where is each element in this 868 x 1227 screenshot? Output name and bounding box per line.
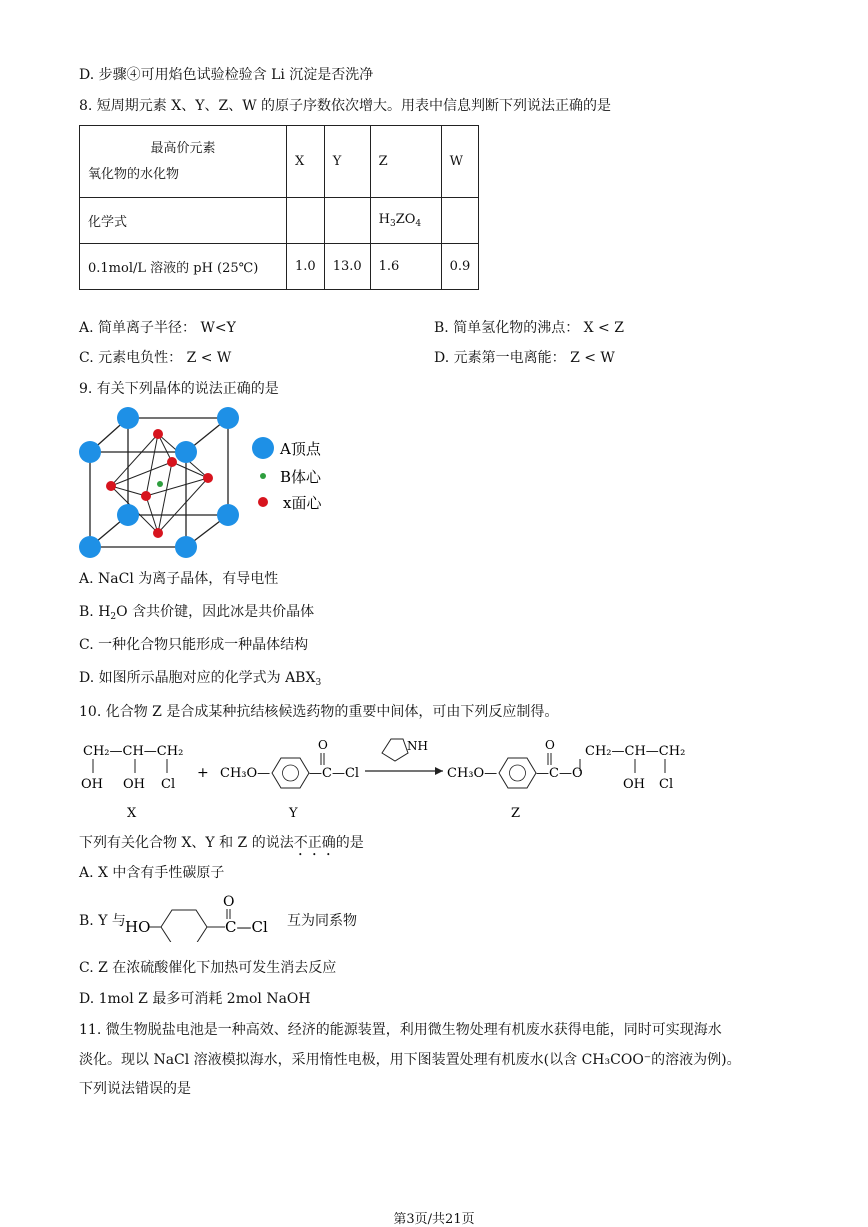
x-oh2: OH <box>123 777 145 792</box>
z-o: O <box>545 738 555 752</box>
q8-row1-z: $H_3ZO_4$ <box>370 198 441 244</box>
z-benzene-ring <box>499 758 536 788</box>
y-benzene-ring <box>272 758 309 788</box>
vertex-atom <box>175 536 197 558</box>
q8-row1-y <box>324 198 370 244</box>
q9-stem: 9. 有关下列晶体的说法正确的是 <box>79 381 279 397</box>
q10-option-d: D. 1mol Z 最多可消耗 2mol NaOH <box>79 991 311 1007</box>
imidazole-nh: NH <box>407 739 428 753</box>
q8-col-x: X <box>287 126 325 198</box>
face-atom <box>106 481 116 491</box>
z-mid: —C—O <box>536 766 583 781</box>
z-chain: CH₂—CH—CH₂ <box>585 744 686 759</box>
b-ho: HO <box>125 918 151 936</box>
vertex-atom <box>217 407 239 429</box>
q10-option-b-prefix: B. Y 与 <box>79 913 126 929</box>
z-left: CH₃O— <box>447 766 498 781</box>
q11-line-2: 淡化。现以 NaCl 溶液模拟海水，采用惰性电极，用下图装置处理有机废水(以含 CH₃COO⁻的溶液为例)。 <box>79 1052 741 1068</box>
vertex-atom <box>117 504 139 526</box>
q10-option-b-suffix: 互为同系物 <box>287 913 357 929</box>
q7-option-d: D. 步骤④可用焰色试验检验含 Li 沉淀是否洗净 <box>79 67 374 83</box>
face-atom <box>153 528 163 538</box>
page-footer: 第3页/共21页 <box>393 1212 475 1227</box>
vertex-atom <box>79 536 101 558</box>
vertex-atom <box>117 407 139 429</box>
q8-col-w: W <box>441 126 479 198</box>
b-o: O <box>223 894 235 910</box>
body-center-atom <box>157 481 163 487</box>
y-o: O <box>318 738 328 752</box>
q8-row1-w <box>441 198 479 244</box>
q8-header-label <box>80 126 287 198</box>
q10-option-a: A. X 中含有手性碳原子 <box>79 865 225 881</box>
z-oh: OH <box>623 777 645 792</box>
b-ccl: C—Cl <box>225 918 268 936</box>
q8-row1-label: 化学式 <box>80 198 287 244</box>
face-atom <box>203 473 213 483</box>
q8-row1-x <box>287 198 325 244</box>
q8-header-label-1: 最高价元素 <box>150 140 216 156</box>
legend-x-label: x面心 <box>283 494 322 512</box>
q9-option-a: A. NaCl 为离子晶体，有导电性 <box>79 571 279 587</box>
q11-line-3: 下列说法错误的是 <box>79 1081 191 1097</box>
q8-table <box>79 125 479 290</box>
face-atom <box>141 491 151 501</box>
hydroxybenzoyl-chloride-structure <box>125 892 295 942</box>
q8-header-label-2: 氧化物的水化物 <box>88 166 180 182</box>
b-benzene-ring <box>161 910 207 942</box>
y-right: —C—Cl <box>309 766 360 781</box>
vertex-atom <box>217 504 239 526</box>
q8-row2-x: 1.0 <box>287 244 325 290</box>
q9-option-b: B. $H_2O$ 含共价键，因此冰是共价晶体 <box>79 604 315 622</box>
q8-row2-y: 13.0 <box>324 244 370 290</box>
q8-col-y: Y <box>324 126 370 198</box>
x-cl: Cl <box>161 777 176 792</box>
x-chain: CH₂—CH—CH₂ <box>83 744 184 759</box>
q10-stem: 10. 化合物 Z 是合成某种抗结核候选药物的重要中间体，可由下列反应制得。 <box>79 704 559 720</box>
vertex-atom <box>79 441 101 463</box>
face-atom <box>153 429 163 439</box>
vertex-atom <box>175 441 197 463</box>
q8-col-z: Z <box>370 126 441 198</box>
label-x: X <box>127 806 137 821</box>
y-left: CH₃O— <box>220 766 271 781</box>
plus-sign: + <box>197 765 209 781</box>
q9-option-c: C. 一种化合物只能形成一种晶体结构 <box>79 637 309 653</box>
legend-a-label: A顶点 <box>280 440 321 458</box>
legend-b-label: B体心 <box>280 468 322 486</box>
q8-row2-z: 1.6 <box>370 244 441 290</box>
legend-b-marker <box>260 473 266 479</box>
face-atom <box>167 457 177 467</box>
q8-option-d: D. 元素第一电离能： Z < W <box>434 350 615 366</box>
x-oh1: OH <box>81 777 103 792</box>
label-z: Z <box>511 806 521 821</box>
label-y: Y <box>289 806 298 821</box>
q8-option-c: C. 元素电负性： Z < W <box>79 350 232 366</box>
q10-question: 下列有关化合物 X、Y 和 Z 的说法不正确的是 <box>79 835 364 851</box>
q10-option-b <box>79 892 379 942</box>
legend-x-marker <box>258 497 268 507</box>
q8-option-b: B. 简单氢化物的沸点： X < Z <box>434 320 624 336</box>
q11-line-1: 11. 微生物脱盐电池是一种高效、经济的能源装置，利用微生物处理有机废水获得电能，同时可实现海水 <box>79 1022 722 1038</box>
q8-option-a: A. 简单离子半径： W<Y <box>79 320 236 336</box>
q9-option-d: D. 如图所示晶胞对应的化学式为 $ABX_3$ <box>79 670 322 688</box>
q8-row2-label: 0.1mol/L 溶液的 pH (25℃) <box>80 244 287 290</box>
q8-row2-w: 0.9 <box>441 244 479 290</box>
crystal-cell-diagram <box>70 400 350 570</box>
q10-reaction-scheme <box>75 733 715 825</box>
z-cl: Cl <box>659 777 674 792</box>
imidazole-ring <box>382 739 408 761</box>
legend-a-marker <box>252 437 274 459</box>
q10-option-c: C. Z 在浓硫酸催化下加热可发生消去反应 <box>79 960 337 976</box>
q8-stem: 8. 短周期元素 X、Y、Z、W 的原子序数依次增大。用表中信息判断下列说法正确的是 <box>79 98 612 114</box>
